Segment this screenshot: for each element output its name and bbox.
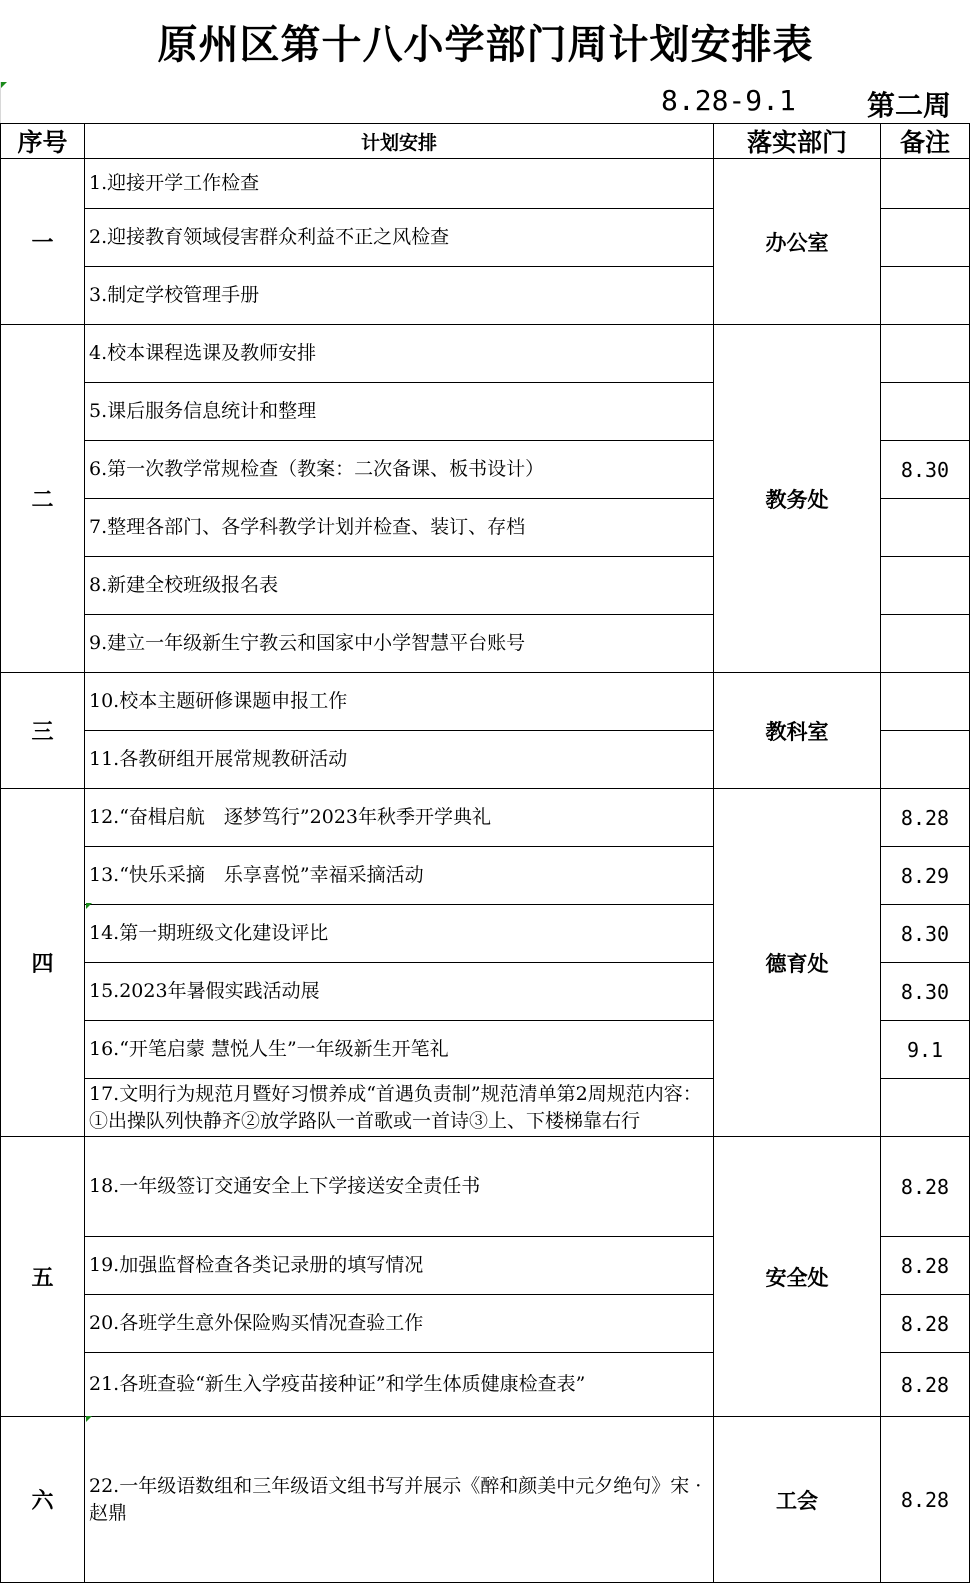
seq-cell: 一: [0, 159, 85, 325]
task-cell: 22.一年级语数组和三年级语文组书写并展示《醉和颜美中元夕绝句》宋 ·赵鼎: [85, 1417, 714, 1583]
dept-cell: 德育处: [714, 789, 881, 1137]
cell-marker-icon: [1, 82, 7, 88]
task-cell: 20.各班学生意外保险购买情况查验工作: [85, 1295, 714, 1353]
note-cell: [881, 499, 970, 557]
cell-marker-icon: [86, 903, 92, 909]
task-cell: 5.课后服务信息统计和整理: [85, 383, 714, 441]
task-cell: 11.各教研组开展常规教研活动: [85, 731, 714, 789]
note-cell: [881, 731, 970, 789]
task-cell: 16.“开笔启蒙 慧悦人生”一年级新生开笔礼: [85, 1021, 714, 1079]
task-cell: 15.2023年暑假实践活动展: [85, 963, 714, 1021]
task-cell: 8.新建全校班级报名表: [85, 557, 714, 615]
note-cell: [881, 209, 970, 267]
seq-cell: 五: [0, 1137, 85, 1417]
note-cell: 8.30: [881, 963, 970, 1021]
note-cell: 8.29: [881, 847, 970, 905]
header-plan: 计划安排: [85, 123, 714, 159]
note-cell: [881, 325, 970, 383]
note-cell: 8.28: [881, 1137, 970, 1237]
task-cell: 17.文明行为规范月暨好习惯养成“首遇负责制”规范清单第2周规范内容：①出操队列快静齐②放学路队一首歌或一首诗③上、下楼梯靠右行: [85, 1079, 714, 1137]
plan-table: [0, 123, 970, 1524]
dept-cell: 工会: [714, 1417, 881, 1583]
note-cell: 8.30: [881, 905, 970, 963]
note-cell: [881, 159, 970, 209]
note-cell: [881, 673, 970, 731]
date-bar: [0, 82, 971, 123]
dept-cell: 办公室: [714, 159, 881, 325]
task-cell: 21.各班查验“新生入学疫苗接种证”和学生体质健康检查表”: [85, 1353, 714, 1417]
task-cell: 18.一年级签订交通安全上下学接送安全责任书: [85, 1137, 714, 1237]
seq-cell: 六: [0, 1417, 85, 1583]
task-cell: 10.校本主题研修课题申报工作: [85, 673, 714, 731]
dept-cell: 教务处: [714, 325, 881, 673]
task-cell: 1.迎接开学工作检查: [85, 159, 714, 209]
note-cell: [881, 1079, 970, 1137]
note-cell: [881, 267, 970, 325]
note-cell: 8.28: [881, 1417, 970, 1583]
header-seq: 序号: [0, 123, 85, 159]
task-cell: 19.加强监督检查各类记录册的填写情况: [85, 1237, 714, 1295]
note-cell: 9.1: [881, 1021, 970, 1079]
date-range: 8.28-9.1: [661, 84, 796, 117]
header-dept: 落实部门: [714, 123, 881, 159]
dept-cell: 教科室: [714, 673, 881, 789]
task-cell: 3.制定学校管理手册: [85, 267, 714, 325]
task-cell: 14.第一期班级文化建设评比: [85, 905, 714, 963]
seq-cell: 三: [0, 673, 85, 789]
note-cell: [881, 383, 970, 441]
seq-cell: 二: [0, 325, 85, 673]
week-label: 第二周: [867, 89, 952, 122]
task-cell: 2.迎接教育领域侵害群众利益不正之风检查: [85, 209, 714, 267]
note-cell: 8.28: [881, 1353, 970, 1417]
note-cell: [881, 557, 970, 615]
note-cell: 8.28: [881, 1237, 970, 1295]
seq-cell: 四: [0, 789, 85, 1137]
note-cell: 8.28: [881, 1295, 970, 1353]
task-cell: 9.建立一年级新生宁教云和国家中小学智慧平台账号: [85, 615, 714, 673]
task-cell: 7.整理各部门、各学科教学计划并检查、装订、存档: [85, 499, 714, 557]
task-cell: 12.“奋楫启航 逐梦笃行”2023年秋季开学典礼: [85, 789, 714, 847]
page-title: 原州区第十八小学部门周计划安排表: [157, 21, 814, 68]
note-cell: 8.28: [881, 789, 970, 847]
cell-marker-icon: [86, 1416, 92, 1422]
note-cell: 8.30: [881, 441, 970, 499]
task-cell: 6.第一次教学常规检查（教案：二次备课、板书设计）: [85, 441, 714, 499]
note-cell: [881, 615, 970, 673]
dept-cell: 安全处: [714, 1137, 881, 1417]
task-cell: 13.“快乐采摘 乐享喜悦”幸福采摘活动: [85, 847, 714, 905]
task-cell: 4.校本课程选课及教师安排: [85, 325, 714, 383]
header-note: 备注: [881, 123, 970, 159]
